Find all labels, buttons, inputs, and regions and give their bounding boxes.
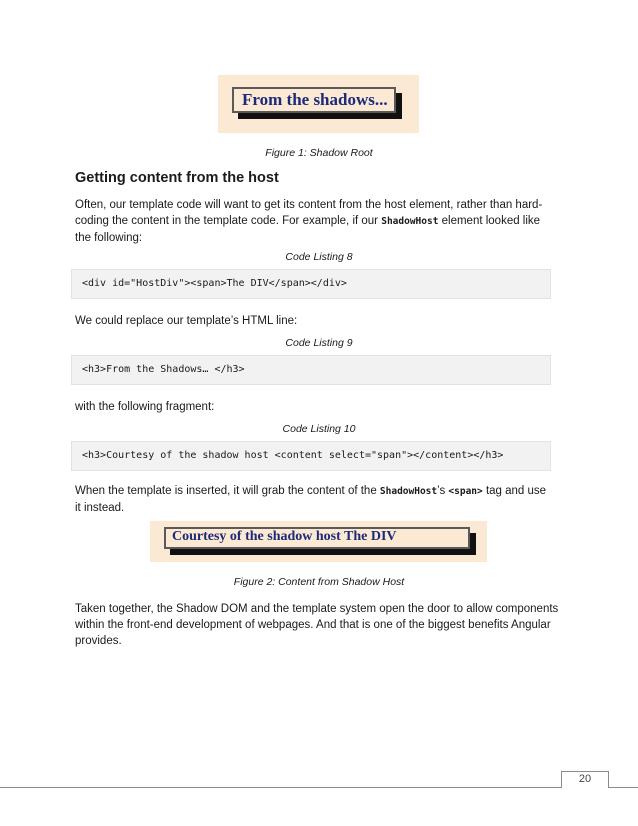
paragraph-line: provides.	[75, 635, 122, 647]
paragraph-intro	[75, 197, 561, 246]
figure-caption-2: Figure 2: Content from Shadow Host	[233, 576, 405, 588]
paragraph-line	[75, 213, 561, 230]
paragraph-conclusion	[75, 601, 561, 649]
figure-h3-box	[164, 527, 470, 549]
figure-content-from-host-image	[150, 521, 487, 562]
figure-h3-text: From the shadows...	[242, 90, 388, 109]
inline-code: ShadowHost	[381, 216, 439, 227]
page-number-box	[561, 771, 609, 788]
paragraph-replace: We could replace our template’s HTML line:	[75, 315, 298, 327]
paragraph-fragment: with the following fragment:	[75, 401, 215, 413]
figure-caption-1: Figure 1: Shadow Root	[265, 147, 373, 159]
code-block-listing-10	[71, 441, 551, 471]
code-listing-caption-9: Code Listing 9	[285, 337, 353, 349]
figure-h3-box	[232, 87, 396, 113]
paragraph-text: coding the content in the template code. For example, if our	[75, 215, 382, 227]
code-block-listing-8	[71, 269, 551, 299]
paragraph-text: ’s	[437, 485, 449, 497]
code-block-listing-9	[71, 355, 551, 385]
code-text: <h3>Courtesy of the shadow host <content select="span"></content></h3>	[82, 450, 504, 461]
code-listing-caption-10: Code Listing 10	[282, 423, 356, 435]
footer-divider	[0, 787, 638, 788]
section-heading: Getting content from the host	[75, 170, 279, 186]
paragraph-text: tag and use	[482, 485, 547, 497]
inline-code: <span>	[448, 486, 483, 497]
paragraph-line: Often, our template code will want to get its content from the host element, rather than hard-	[75, 199, 543, 211]
page-number: 20	[578, 773, 592, 785]
inline-code: ShadowHost	[379, 486, 438, 497]
paragraph-text: When the template is inserted, it will grab the content of the	[75, 485, 380, 497]
code-listing-caption-8: Code Listing 8	[285, 251, 353, 263]
figure-h3-text: Courtesy of the shadow host The DIV	[172, 529, 397, 544]
paragraph-text: element looked like	[438, 215, 541, 227]
paragraph-inserted	[75, 483, 561, 516]
paragraph-line: it instead.	[75, 502, 125, 514]
paragraph-line	[75, 483, 561, 500]
code-text: <h3>From the Shadows… </h3>	[82, 364, 245, 375]
paragraph-line: the following:	[75, 232, 143, 244]
paragraph-line: within the front-end development of webpages. And that is one of the biggest benefits Angular	[75, 619, 551, 631]
figure-shadow-root-image	[218, 75, 419, 133]
paragraph-line: Taken together, the Shadow DOM and the template system open the door to allow components	[75, 603, 559, 615]
code-text: <div id="HostDiv"><span>The DIV</span></div>	[82, 278, 347, 289]
